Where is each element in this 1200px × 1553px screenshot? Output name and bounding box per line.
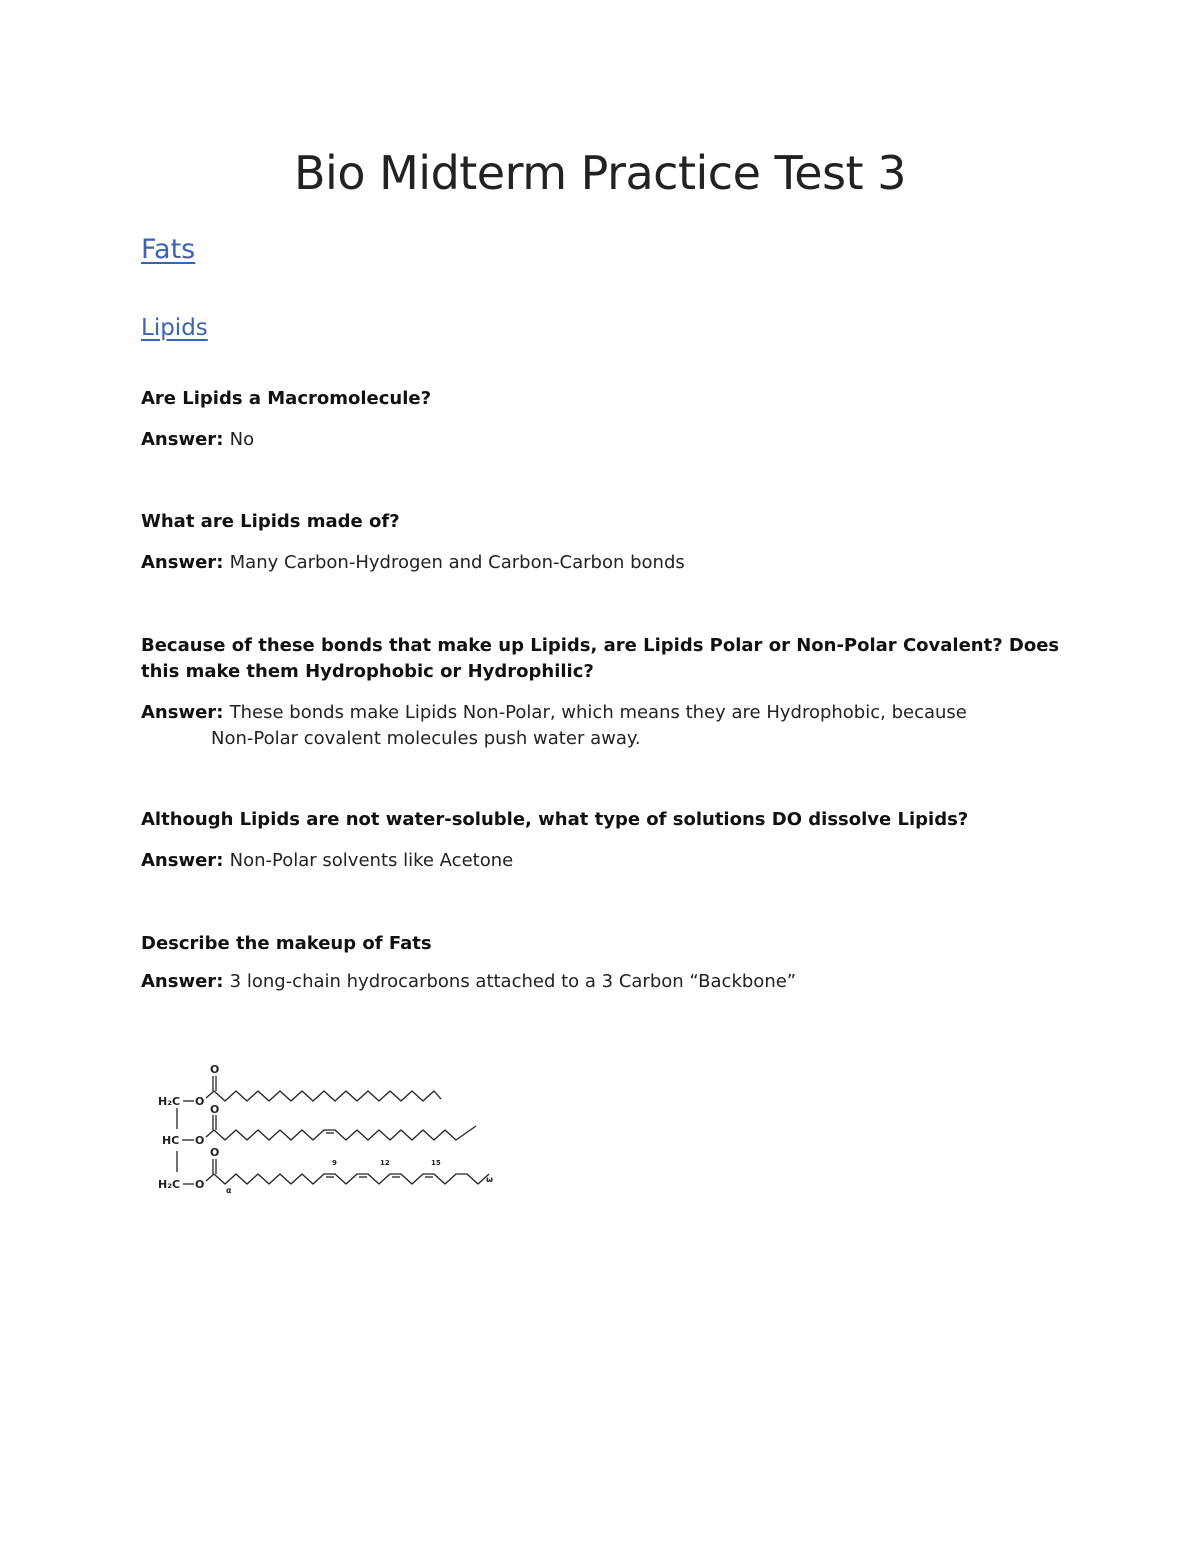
backbone-label: HC bbox=[162, 1134, 180, 1147]
backbone-label: H₂C bbox=[158, 1095, 181, 1108]
alpha-label: α bbox=[226, 1186, 232, 1195]
answer-label: Answer bbox=[141, 971, 217, 992]
question-5: Describe the makeup of Fats bbox=[141, 933, 432, 954]
oxygen-label: O bbox=[195, 1134, 205, 1147]
carbonyl-oxygen-label: O bbox=[210, 1146, 220, 1159]
answer-2: Answer: Many Carbon-Hydrogen and Carbon-Carbon bonds bbox=[141, 552, 685, 573]
answer-label: Answer bbox=[141, 429, 217, 450]
oxygen-label: O bbox=[195, 1178, 205, 1191]
heading-link-lipids[interactable]: Lipids bbox=[141, 315, 208, 341]
answer-4: Answer: Non-Polar solvents like Acetone bbox=[141, 850, 514, 871]
answer-5: Answer: 3 long-chain hydrocarbons attached to a 3 Carbon “Backbone” bbox=[141, 971, 797, 992]
oxygen-label: O bbox=[195, 1095, 205, 1108]
fatty-acid-chain-saturated bbox=[214, 1091, 441, 1101]
page-title: Bio Midterm Practice Test 3 bbox=[294, 146, 906, 200]
triglyceride-structure-diagram bbox=[150, 1058, 510, 1198]
omega-label: ω bbox=[486, 1175, 493, 1184]
answer-text: Non-Polar solvents like Acetone bbox=[229, 850, 514, 871]
fatty-acid-chain-polyunsaturated bbox=[214, 1174, 489, 1184]
carbonyl-oxygen-label: O bbox=[210, 1103, 220, 1116]
answer-label: Answer bbox=[141, 702, 217, 723]
answer-text: 3 long-chain hydrocarbons attached to a 3 Carbon “Backbone” bbox=[229, 971, 797, 992]
answer-text: No bbox=[229, 429, 255, 450]
heading-link-fats[interactable]: Fats bbox=[141, 234, 196, 265]
carbon-position-label: 9 bbox=[332, 1159, 337, 1167]
question-4: Although Lipids are not water-soluble, what type of solutions DO dissolve Lipids? bbox=[141, 809, 969, 830]
answer-text: These bonds make Lipids Non-Polar, which means they are Hydrophobic, because bbox=[229, 702, 967, 723]
question-3: Because of these bonds that make up Lipids, are Lipids Polar or Non-Polar Covalent? Does this make them Hydrophobic or Hydrophilic? bbox=[141, 635, 1060, 682]
answer-label: Answer bbox=[141, 850, 217, 871]
question-1: Are Lipids a Macromolecule? bbox=[141, 388, 432, 409]
answer-label: Answer bbox=[141, 552, 217, 573]
carbon-position-label: 15 bbox=[431, 1159, 441, 1167]
answer-1: Answer: No bbox=[141, 429, 255, 450]
carbon-position-label: 12 bbox=[380, 1159, 390, 1167]
carbonyl-oxygen-label: O bbox=[210, 1063, 220, 1076]
fatty-acid-chain-monounsaturated bbox=[214, 1126, 476, 1140]
answer-text-continued: Non-Polar covalent molecules push water away. bbox=[211, 728, 641, 749]
backbone-label: H₂C bbox=[158, 1178, 181, 1191]
answer-3: Answer: These bonds make Lipids Non-Polar, which means they are Hydrophobic, because Non-Polar covalent molecules push water away. bbox=[141, 700, 1061, 752]
question-2: What are Lipids made of? bbox=[141, 511, 400, 532]
answer-text: Many Carbon-Hydrogen and Carbon-Carbon bonds bbox=[229, 552, 685, 573]
